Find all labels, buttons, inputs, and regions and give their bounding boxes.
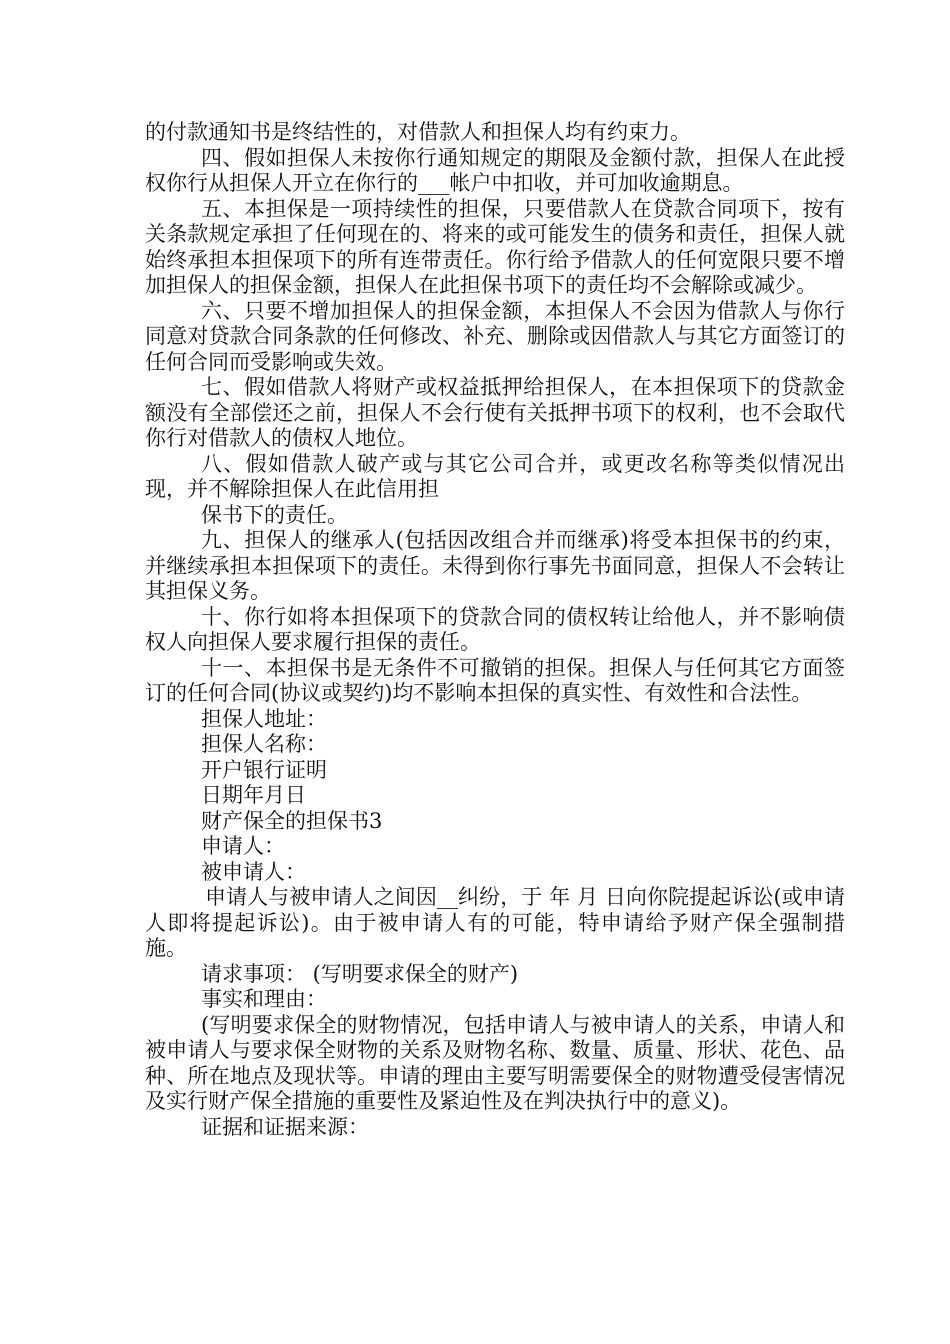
clause-4: 四、假如担保人未按你行通知规定的期限及金额付款，担保人在此授权你行从担保人开立在你行的___帐户中扣收，并可加收逾期息。 — [145, 145, 845, 195]
applicant-field: 申请人： — [201, 834, 285, 858]
respondent-field: 被申请人： — [201, 859, 306, 884]
request-items: 请求事项： (写明要求保全的财产) — [201, 961, 519, 986]
clause-8: 八、假如借款人破产或与其它公司合并，或更改名称等类似情况出现，并不解除担保人在此信用担 — [145, 451, 845, 501]
clause-8-tail: 保书下的责任。 — [201, 502, 348, 527]
date-field: 日期年月日 — [201, 783, 306, 807]
section-title: 财产保全的担保书3 — [201, 808, 383, 833]
facts-body: (写明要求保全的财物情况，包括申请人与被申请人的关系，申请人和被申请人与要求保全财物的关系及财物名称、数量、质量、形状、花色、品种、所在地点及现状等。申请的理由主要写明需要保全的财物遭受侵害情况及实行财产保全措施的重要性及紧迫性及在判决执行中的意义)。 — [145, 1012, 845, 1113]
clause-5: 五、本担保是一项持续性的担保，只要借款人在贷款合同项下，按有关条款规定承担了任何现在的、将来的或可能发生的债务和责任，担保人就始终承担本担保项下的所有连带责任。你行给予借款人的任何宽限只要不增加担保人的担保金额，担保人在此担保书项下的责任均不会解除或减少。 — [145, 196, 845, 297]
guarantor-name-field: 担保人名称： — [201, 732, 327, 756]
application-intro: 申请人与被申请人之间因__纠纷，于 年 月 日向你院提起诉讼(或申请人即将提起诉讼)。由于被申请人有的可能，特申请给予财产保全强制措施。 — [145, 885, 845, 960]
facts-heading: 事实和理由： — [201, 987, 327, 1011]
clause-9: 九、担保人的继承人(包括因改组合并而继承)将受本担保书的约束，并继续承担本担保项下的责任。未得到你行事先书面同意，担保人不会转让其担保义务。 — [145, 528, 845, 603]
evidence-heading: 证据和证据来源： — [201, 1114, 369, 1139]
document-page — [145, 120, 845, 1140]
bank-certificate-field: 开户银行证明 — [201, 757, 327, 782]
clause-7: 七、假如借款人将财产或权益抵押给担保人，在本担保项下的贷款金额没有全部偿还之前，担保人不会行使有关抵押书项下的权利，也不会取代你行对借款人的债权人地位。 — [145, 375, 845, 450]
paragraph-continuation: 的付款通知书是终结性的，对借款人和担保人均有约束力。 — [145, 120, 691, 144]
guarantor-address-field: 担保人地址： — [201, 706, 327, 731]
clause-6: 六、只要不增加担保人的担保金额，本担保人不会因为借款人与你行同意对贷款合同条款的任何修改、补充、删除或因借款人与其它方面签订的任何合同而受影响或失效。 — [145, 298, 845, 374]
clause-10: 十、你行如将本担保项下的贷款合同的债权转让给他人，并不影响债权人向担保人要求履行担保的责任。 — [145, 604, 845, 654]
clause-11: 十一、本担保书是无条件不可撤销的担保。担保人与任何其它方面签订的任何合同(协议或契约)均不影响本担保的真实性、有效性和合法性。 — [145, 655, 845, 705]
